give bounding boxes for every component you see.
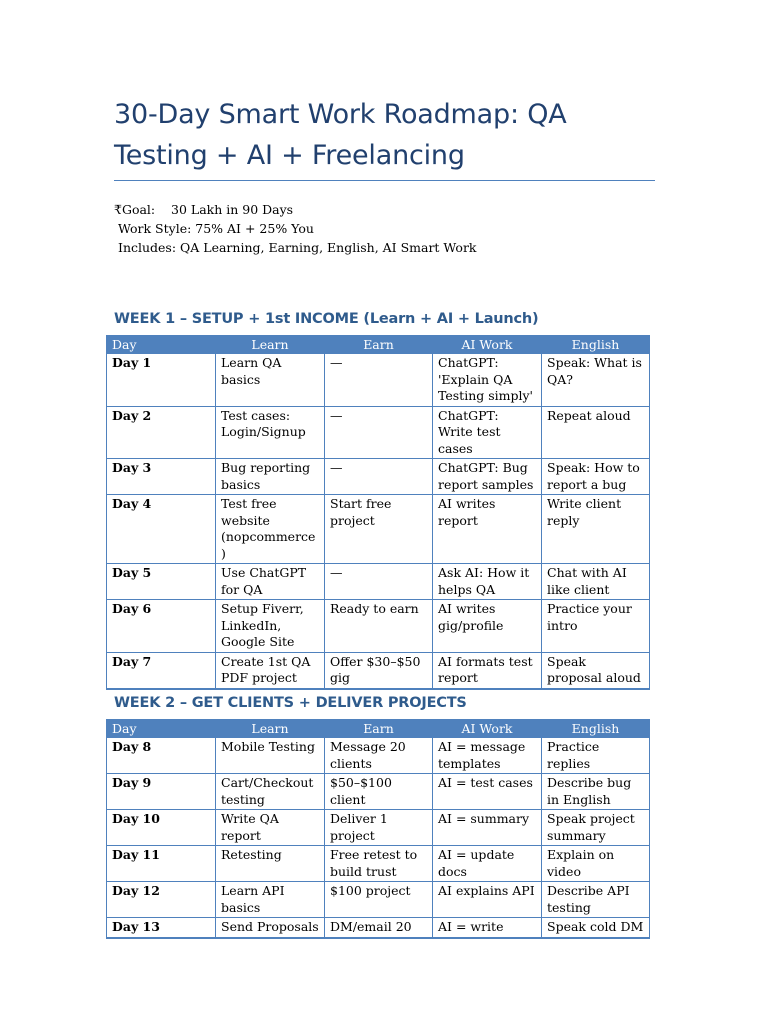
- cell-earn: $50–$100 client: [325, 774, 433, 810]
- cell-learn: Cart/Checkout testing: [216, 774, 325, 810]
- cell-day: Day 1: [107, 354, 216, 407]
- cell-english: Describe API testing: [542, 882, 650, 918]
- cell-english: Speak: How to report a bug: [542, 459, 650, 495]
- goal-summary: [114, 200, 477, 257]
- col-header-learn: Learn: [216, 336, 325, 354]
- includes-line: Includes: QA Learning, Earning, English, AI Smart Work: [118, 240, 477, 255]
- cell-learn: Learn API basics: [216, 882, 325, 918]
- week1-table: [106, 335, 650, 690]
- week2-table: [106, 719, 650, 939]
- col-header-ai-work: AI Work: [433, 720, 542, 738]
- col-header-day: Day: [107, 720, 216, 738]
- cell-english: Practice replies: [542, 738, 650, 774]
- cell-earn: Message 20 clients: [325, 738, 433, 774]
- cell-earn: —: [325, 406, 433, 459]
- cell-english: Write client reply: [542, 495, 650, 564]
- cell-english: Chat with AI like client: [542, 564, 650, 600]
- col-header-english: English: [542, 336, 650, 354]
- cell-ai-work: AI formats test report: [433, 652, 542, 689]
- cell-english: Explain on video: [542, 846, 650, 882]
- cell-day: Day 7: [107, 652, 216, 689]
- cell-learn: Write QA report: [216, 810, 325, 846]
- cell-earn: —: [325, 459, 433, 495]
- cell-earn: Free retest to build trust: [325, 846, 433, 882]
- week2-heading: WEEK 2 – GET CLIENTS + DELIVER PROJECTS: [114, 695, 467, 711]
- cell-ai-work: AI = write: [433, 918, 542, 938]
- cell-english: Describe bug in English: [542, 774, 650, 810]
- goal-line: ₹Goal: 30 Lakh in 90 Days: [114, 202, 294, 217]
- cell-english: Speak: What is QA?: [542, 354, 650, 407]
- cell-learn: Mobile Testing: [216, 738, 325, 774]
- cell-earn: Start free project: [325, 495, 433, 564]
- table-row: [107, 846, 650, 882]
- cell-learn: Setup Fiverr, LinkedIn, Google Site: [216, 600, 325, 653]
- cell-learn: Test free website (nopcommerce): [216, 495, 325, 564]
- cell-learn: Retesting: [216, 846, 325, 882]
- table-row: [107, 652, 650, 689]
- col-header-earn: Earn: [325, 336, 433, 354]
- table-row: [107, 354, 650, 407]
- title-divider: [114, 180, 655, 181]
- cell-day: Day 11: [107, 846, 216, 882]
- table-row: [107, 406, 650, 459]
- cell-day: Day 13: [107, 918, 216, 938]
- cell-learn: Send Proposals: [216, 918, 325, 938]
- cell-earn: —: [325, 354, 433, 407]
- col-header-learn: Learn: [216, 720, 325, 738]
- cell-ai-work: AI = update docs: [433, 846, 542, 882]
- col-header-ai-work: AI Work: [433, 336, 542, 354]
- cell-english: Speak proposal aloud: [542, 652, 650, 689]
- week1-heading: WEEK 1 – SETUP + 1st INCOME (Learn + AI + Launch): [114, 311, 539, 327]
- table-row: [107, 459, 650, 495]
- cell-ai-work: ChatGPT: Write test cases: [433, 406, 542, 459]
- cell-learn: Test cases: Login/Signup: [216, 406, 325, 459]
- table-row: [107, 882, 650, 918]
- cell-english: Repeat aloud: [542, 406, 650, 459]
- col-header-english: English: [542, 720, 650, 738]
- col-header-day: Day: [107, 336, 216, 354]
- page-title: 30-Day Smart Work Roadmap: QA Testing + AI + Freelancing: [114, 99, 567, 171]
- table-row: [107, 600, 650, 653]
- cell-learn: Use ChatGPT for QA: [216, 564, 325, 600]
- table-row: [107, 810, 650, 846]
- cell-day: Day 9: [107, 774, 216, 810]
- cell-learn: Bug reporting basics: [216, 459, 325, 495]
- cell-english: Speak project summary: [542, 810, 650, 846]
- table-header-row: [107, 336, 650, 354]
- table-row: [107, 495, 650, 564]
- cell-day: Day 6: [107, 600, 216, 653]
- cell-ai-work: AI = summary: [433, 810, 542, 846]
- table-row: [107, 918, 650, 938]
- table-row: [107, 738, 650, 774]
- cell-day: Day 12: [107, 882, 216, 918]
- cell-ai-work: AI writes gig/profile: [433, 600, 542, 653]
- table-header-row: [107, 720, 650, 738]
- cell-day: Day 8: [107, 738, 216, 774]
- cell-ai-work: AI = test cases: [433, 774, 542, 810]
- cell-learn: Learn QA basics: [216, 354, 325, 407]
- table-row: [107, 774, 650, 810]
- cell-english: Speak cold DM: [542, 918, 650, 938]
- cell-day: Day 2: [107, 406, 216, 459]
- cell-ai-work: ChatGPT: Bug report samples: [433, 459, 542, 495]
- cell-english: Practice your intro: [542, 600, 650, 653]
- cell-day: Day 4: [107, 495, 216, 564]
- cell-day: Day 10: [107, 810, 216, 846]
- cell-ai-work: Ask AI: How it helps QA: [433, 564, 542, 600]
- cell-earn: $100 project: [325, 882, 433, 918]
- cell-ai-work: AI writes report: [433, 495, 542, 564]
- cell-ai-work: ChatGPT: 'Explain QA Testing simply': [433, 354, 542, 407]
- cell-earn: Ready to earn: [325, 600, 433, 653]
- col-header-earn: Earn: [325, 720, 433, 738]
- cell-ai-work: AI explains API: [433, 882, 542, 918]
- cell-earn: Deliver 1 project: [325, 810, 433, 846]
- table-row: [107, 564, 650, 600]
- cell-day: Day 3: [107, 459, 216, 495]
- cell-earn: Offer $30–$50 gig: [325, 652, 433, 689]
- cell-learn: Create 1st QA PDF project: [216, 652, 325, 689]
- cell-earn: —: [325, 564, 433, 600]
- cell-day: Day 5: [107, 564, 216, 600]
- cell-ai-work: AI = message templates: [433, 738, 542, 774]
- cell-earn: DM/email 20: [325, 918, 433, 938]
- work-style-line: Work Style: 75% AI + 25% You: [118, 221, 314, 236]
